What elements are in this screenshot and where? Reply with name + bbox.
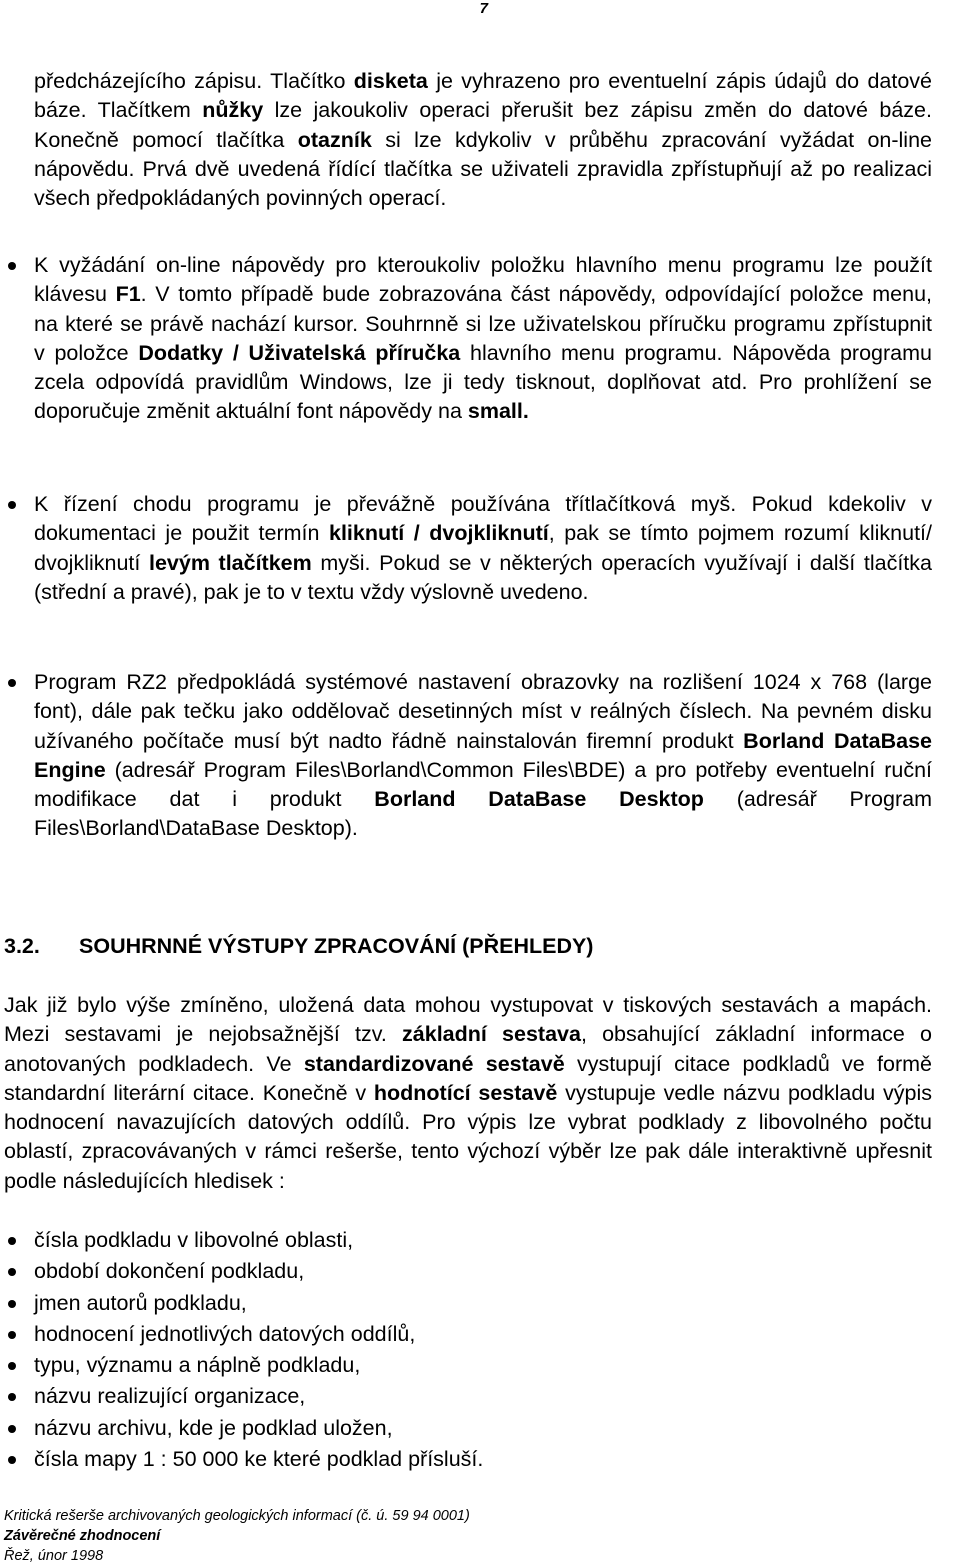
text-run: (adresář Program Files\Borland\Common Files\BDE) a pro potřeby eventuelní ruční modifikace dat i produkt [34,757,932,812]
bold-term: Dodatky / Uživatelská příručka [138,340,461,365]
list-item-text: názvu realizující organizace, [34,1384,306,1409]
bullet-icon [8,1393,16,1401]
bullet-item-requirements [34,668,932,844]
list-item-text: hodnocení jednotlivých datových oddílů, [34,1321,416,1346]
bullet-icon [8,501,16,509]
bold-term: nůžky [202,98,264,123]
text-run: , pak se tímto pojmem rozumí kliknutí/ dvojkliknutí [34,521,932,575]
bullet-icon [8,1331,16,1339]
page-number: 7 [479,0,488,17]
bold-term: standardizované sestavě [303,1051,565,1076]
list-item [34,1256,483,1287]
bullet-icon [8,1268,16,1276]
bullet-icon [8,1362,16,1370]
bold-term: Borland DataBase Desktop [374,787,704,812]
section-intro-paragraph [4,991,932,1196]
text-run: hlavního menu programu. Nápověda programu zcela odpovídá pravidlům Windows, lze ji tedy tisknout, doplňovat atd. Pro prohlížení se doporučuje změnit aktuální font nápovědy na [34,340,932,424]
text-run: lze jakoukoliv operaci přerušit bez zápisu změn do datové báze. Konečně pomocí tlačítka [34,98,932,152]
footer-place-date: Řež, únor 1998 [4,1548,104,1564]
text-run: myši. Pokud se v některých operacích využívají i další tlačítka (střední a pravé), pak je to v textu vždy výslovně uvedeno. [34,550,932,604]
text-run: Program RZ2 předpokládá systémové nastavení obrazovky na rozlišení 1024 x 768 (large font), dále pak tečku jako oddělovač desetinných míst v reálných číslech. Na pevném disku užívaného počítače musí být nadto řádně nainstalován firemní produkt [34,670,932,753]
text-run: K řízení chodu programu je převážně používána třítlačítková myš. Pokud kdekoliv v dokumentaci je použit termín [34,492,932,546]
bold-term: F1 [115,282,141,307]
bold-term: kliknutí / dvojkliknutí [329,521,549,546]
bold-term: otazník [297,127,372,152]
section-title: SOUHRNNÉ VÝSTUPY ZPRACOVÁNÍ (PŘEHLEDY) [79,934,594,958]
text-run: si lze kdykoliv v průběhu zpracování vyžádat on-line nápovědu. Prvá dvě uvedená řídící tlačítka se uživateli zpravidla zpřístupňují až po realizaci všech předpokládaných povinných operací. [34,127,932,211]
bullet-icon [8,1300,16,1308]
bullet-icon [8,1456,16,1464]
text-run: je vyhrazeno pro eventuelní zápis údajů do datové báze. Tlačítkem [34,69,932,123]
criteria-list [34,1225,483,1475]
bold-term: disketa [353,69,428,93]
section-heading [4,930,932,962]
list-item-text: čísla podkladu v libovolné oblasti, [34,1228,354,1252]
bullet-icon [8,262,16,270]
list-item-text: názvu archivu, kde je podklad uložen, [34,1415,393,1440]
list-item [34,1350,483,1381]
text-run: , obsahující základní informace o anotovaných podkladech. Ve [4,1022,933,1076]
bold-term: základní sestava [402,1022,581,1047]
section-number: 3.2. [4,934,40,958]
bullet-icon [8,1425,16,1433]
bullet-icon [8,679,16,687]
list-item [34,1444,483,1475]
list-item-text: období dokončení podkladu, [34,1259,305,1284]
bullet-item-help [34,251,932,427]
text-run: vystupují citace podkladů ve formě standardní literární citace. Konečně v [4,1051,932,1105]
bold-term: small. [467,399,529,424]
list-item [34,1288,483,1319]
bold-term: Borland DataBase Engine [34,728,933,782]
text-run: (adresář Program Files\Borland\DataBase Desktop). [34,787,932,841]
list-item-text: čísla mapy 1 : 50 000 ke které podklad přísluší. [34,1447,484,1472]
text-run: K vyžádání on-line nápovědy pro kteroukoliv položku hlavního menu programu lze použít klávesu [34,253,932,307]
list-item [34,1413,483,1444]
bold-term: hodnotící sestavě [373,1080,558,1105]
bullet-item-mouse [34,490,932,607]
list-item [34,1381,483,1412]
text-run: vystupuje vedle názvu podkladu výpis hodnocení navazujících datových oddílů. Pro výpis lze vybrat podklady z libovolného počtu oblastí, zpracovávaných v rámci rešerše, tento výchozí výběr lze pak dále interaktivně upřesnit podle následujících hledisek : [4,1080,932,1193]
text-run: Jak již bylo výše zmíněno, uložená data mohou vystupovat v tiskových sestavách a mapách. Mezi sestavami je nejobsažnější tzv. [4,993,932,1047]
list-item-text: jmen autorů podkladu, [34,1290,247,1315]
page-footer [4,1506,470,1566]
text-run: předcházejícího zápisu. Tlačítko [34,69,354,93]
paragraph-continued [34,67,932,213]
footer-report-title: Kritická rešerše archivovaných geologických informací (č. ú. 59 94 0001) [4,1508,470,1524]
footer-section: Závěrečné zhodnocení [4,1528,161,1544]
list-item-text: typu, významu a náplně podkladu, [34,1353,361,1378]
list-item [34,1319,483,1350]
bullet-icon [8,1237,16,1245]
text-run: . V tomto případě bude zobrazována část nápovědy, odpovídající položce menu, na které se právě nachází kursor. Souhrnně si lze uživatelskou příručku programu zpřístupnit v položce [34,282,933,365]
list-item [34,1225,483,1256]
bold-term: levým tlačítkem [148,550,312,575]
